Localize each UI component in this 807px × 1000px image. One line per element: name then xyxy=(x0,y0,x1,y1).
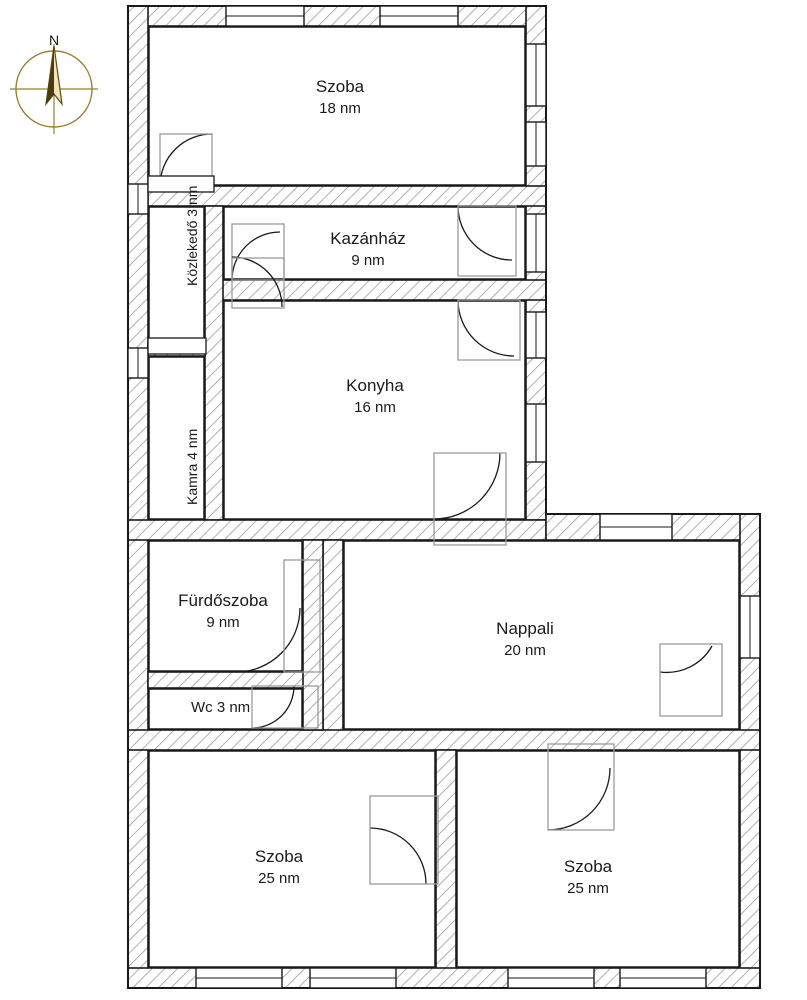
room-area: 25 nm xyxy=(567,879,609,897)
room-area: 20 nm xyxy=(504,641,546,659)
room-name: Szoba xyxy=(254,847,304,866)
room-area: 18 nm xyxy=(319,99,361,117)
room-label-kamra: Kamra 4 nm xyxy=(184,428,200,505)
room-name: Kazánház xyxy=(330,229,406,248)
compass-rose xyxy=(10,44,98,134)
room-name: Konyha xyxy=(346,376,404,395)
room-label-kozlekedo: Közlekedő 3 nm xyxy=(184,185,200,286)
room-name: Szoba xyxy=(563,857,613,876)
room-name: Nappali xyxy=(496,619,554,638)
room-area: 16 nm xyxy=(354,398,396,416)
room-name: Fürdőszoba xyxy=(178,591,268,610)
room-area: 25 nm xyxy=(258,869,300,887)
room-area: 9 nm xyxy=(206,613,240,631)
compass-north-letter: N xyxy=(49,32,60,48)
room-area: 9 nm xyxy=(351,251,385,269)
room-label-wc: Wc 3 nm xyxy=(191,699,251,716)
room-name: Szoba xyxy=(315,77,365,96)
